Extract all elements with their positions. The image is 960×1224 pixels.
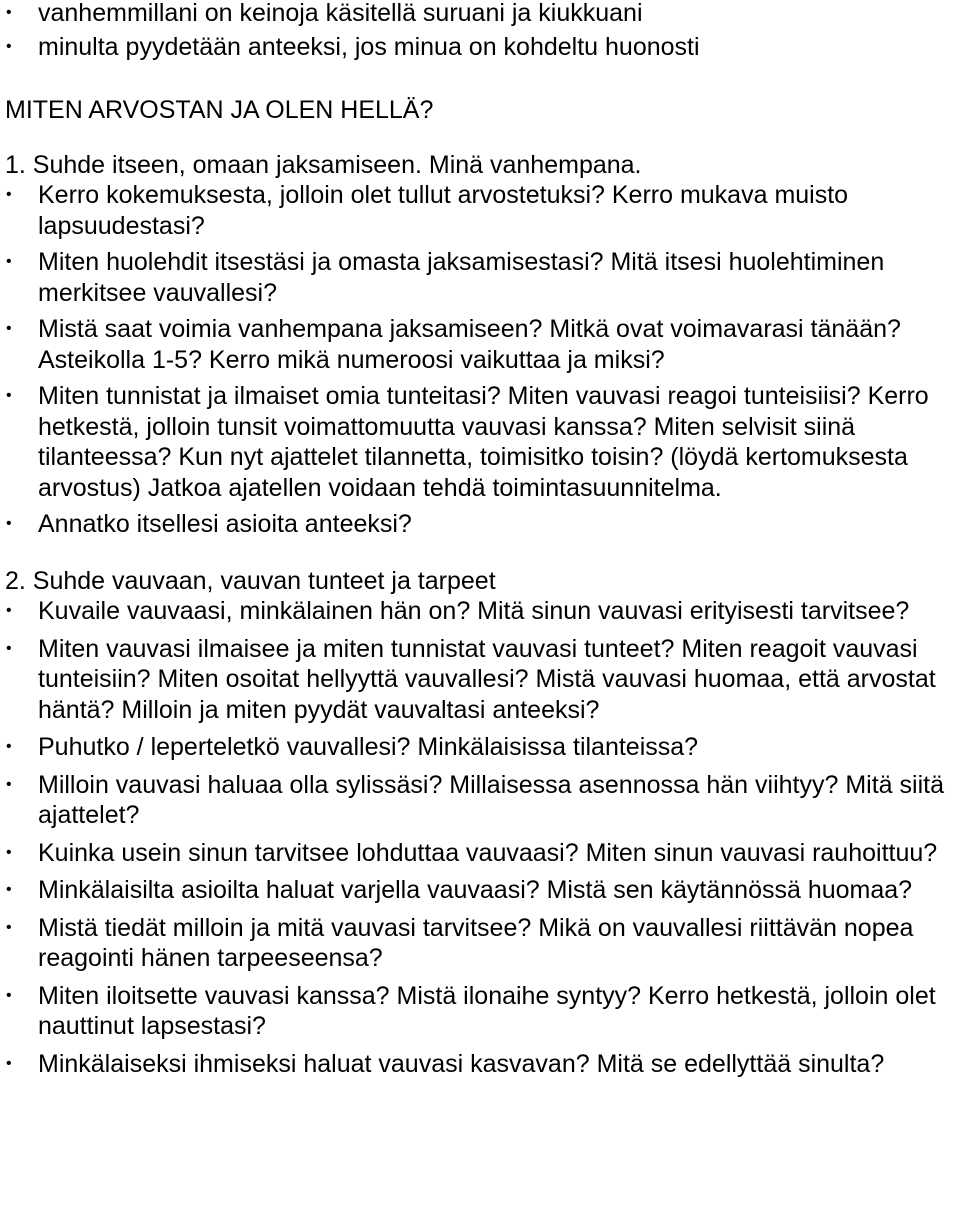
bullet-icon: • [6, 639, 12, 657]
bullet-icon: • [6, 387, 12, 404]
list-item [0, 32, 960, 63]
bullet-icon: • [6, 4, 12, 21]
list-item [0, 770, 960, 831]
list-item [0, 913, 960, 974]
list-item [0, 509, 960, 540]
list-item-text: Milloin vauvasi haluaa olla sylissäsi? Millaisessa asennossa hän viihtyy? Mitä siitä ajattelet? [38, 770, 944, 829]
list-item [0, 634, 960, 726]
list-item-text: Minkälaisilta asioilta haluat varjella vauvaasi? Mistä sen käytännössä huomaa? [38, 876, 913, 904]
list-item [0, 596, 960, 627]
bullet-icon: • [6, 37, 12, 55]
list-item-text: Miten iloitsette vauvasi kanssa? Mistä ilonaihe syntyy? Kerro hetkestä, jolloin olet nauttinut lapsestasi? [38, 981, 936, 1040]
bullet-icon: • [6, 186, 12, 203]
list-item [0, 838, 960, 869]
list-item [0, 247, 960, 308]
list-item-text: Annatko itsellesi asioita anteeksi? [38, 510, 412, 538]
section-1-list [0, 180, 960, 540]
bullet-icon: • [6, 918, 12, 936]
bullet-icon: • [6, 986, 12, 1004]
bullet-icon: • [6, 775, 12, 793]
bullet-icon: • [6, 253, 12, 270]
list-item [0, 875, 960, 906]
list-item [0, 180, 960, 241]
section-1-heading: 1. Suhde itseen, omaan jaksamiseen. Minä vanhempana. [5, 150, 642, 179]
bullet-icon: • [6, 843, 12, 861]
bullet-icon: • [6, 1054, 12, 1072]
list-item-text: minulta pyydetään anteeksi, jos minua on kohdeltu huonosti [38, 32, 700, 61]
list-item-text: Mistä tiedät milloin ja mitä vauvasi tarvitsee? Mikä on vauvallesi riittävän nopea reagointi hänen tarpeeseensa? [38, 913, 914, 972]
list-item-text: Kuvaile vauvaasi, minkälainen hän on? Mitä sinun vauvasi erityisesti tarvitsee? [38, 597, 910, 625]
list-item-text: Puhutko / leperteletkö vauvallesi? Minkälaisissa tilanteissa? [38, 733, 699, 761]
list-item-text: Kuinka usein sinun tarvitsee lohduttaa vauvaasi? Miten sinun vauvasi rauhoittuu? [38, 838, 938, 867]
list-item [0, 314, 960, 375]
list-item [0, 981, 960, 1042]
list-item-text: Miten tunnistat ja ilmaiset omia tunteitasi? Miten vauvasi reagoi tunteisiisi? Kerro hetkestä, jolloin tunsit voimattomuutta vauvasi kanssa? Miten selvisit siinä tilanteessa? Kun nyt ajattelet tilannetta, toimisitko toisin? (löydä kertomuksesta arvostus) Jatkoa ajatellen voidaan tehdä toimintasuunnitelma. [38, 382, 929, 502]
bullet-icon: • [6, 738, 12, 755]
list-item [0, 1049, 960, 1080]
bullet-icon: • [6, 320, 12, 337]
bullet-icon: • [6, 515, 12, 532]
list-item-text: Minkälaiseksi ihmiseksi haluat vauvasi kasvavan? Mitä se edellyttää sinulta? [38, 1049, 885, 1078]
list-item [0, 381, 960, 503]
list-item-text: Kerro kokemuksesta, jolloin olet tullut arvostetuksi? Kerro mukava muisto lapsuudestasi? [38, 181, 849, 240]
list-item [0, 732, 960, 763]
section-2-heading: 2. Suhde vauvaan, vauvan tunteet ja tarpeet [5, 566, 496, 595]
list-item-text: Mistä saat voimia vanhempana jaksamiseen? Mitkä ovat voimavarasi tänään? Asteikolla 1-5? Kerro mikä numeroosi vaikuttaa ja miksi? [38, 315, 901, 374]
section-2-list [0, 596, 960, 1079]
list-item-text: Miten huolehdit itsestäsi ja omasta jaksamisestasi? Mitä itsesi huolehtiminen merkitsee vauvallesi? [38, 248, 885, 307]
bullet-icon: • [6, 602, 12, 619]
list-item [0, 0, 960, 29]
list-item-text: Miten vauvasi ilmaisee ja miten tunnistat vauvasi tunteet? Miten reagoit vauvasi tunteisiin? Miten osoitat hellyyttä vauvallesi? Mistä vauvasi huomaa, että arvostat häntä? Milloin ja miten pyydät vauvaltasi anteeksi? [38, 634, 936, 724]
list-item-text: vanhemmillani on keinoja käsitellä suruani ja kiukkuani [38, 0, 643, 27]
bullet-icon: • [6, 881, 12, 898]
main-heading: MITEN ARVOSTAN JA OLEN HELLÄ? [5, 96, 434, 124]
intro-list [0, 0, 960, 62]
